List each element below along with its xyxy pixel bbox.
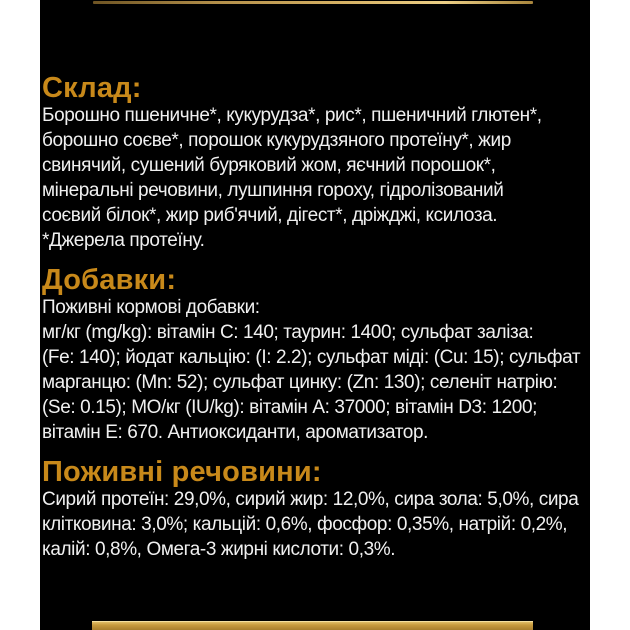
composition-protein-sources-note: *Джерела протеїну. — [42, 230, 205, 251]
product-label-panel — [40, 0, 590, 630]
section-title-additives: Добавки: — [42, 264, 177, 296]
additives-text-line: марганцю: (Mn: 52); сульфат цинку: (Zn: 130); селеніт натрію: — [42, 372, 558, 393]
nutrients-text-line: калій: 0,8%, Омега-3 жирні кислоти: 0,3%. — [42, 539, 396, 560]
additives-text-line: (Fe: 140); йодат кальцію: (І: 2.2); сульфат міді: (Cu: 15); сульфат — [42, 347, 581, 368]
section-composition — [42, 73, 588, 253]
additives-subtitle: Поживні кормові добавки: — [42, 297, 260, 318]
additives-text-line: вітамін Е: 670. Антиоксиданти, ароматизатор. — [42, 422, 429, 443]
label-text-content — [42, 0, 588, 574]
nutrients-text-line: клітковина: 3,0%; кальцій: 0,6%, фосфор: 0,35%, натрій: 0,2%, — [42, 514, 568, 535]
composition-text-line: мінеральні речовини, лушпиння гороху, гідролізований — [42, 180, 504, 201]
section-title-nutrients: Поживні речовини: — [42, 456, 322, 488]
composition-text-line: свинячий, сушений буряковий жом, яєчний порошок*, — [42, 155, 496, 176]
composition-text-line: Борошно пшеничне*, кукурудза*, рис*, пшеничний глютен*, — [42, 105, 542, 126]
nutrients-text-line: Сирий протеїн: 29,0%, сирий жир: 12,0%, сира зола: 5,0%, сира — [42, 489, 579, 510]
section-nutrients — [42, 457, 588, 562]
gold-bar-bottom-decoration — [92, 621, 533, 630]
additives-text-line: мг/кг (mg/kg): вітамін С: 140; таурин: 1400; сульфат заліза: — [42, 322, 534, 343]
composition-text-line: борошно соєве*, порошок кукурудзяного протеїну*, жир — [42, 130, 511, 151]
section-title-composition: Склад: — [42, 72, 142, 104]
section-additives — [42, 265, 588, 445]
composition-text-line: соєвий білок*, жир риб'ячий, дігест*, дріжджі, ксилоза. — [42, 205, 498, 226]
additives-text-line: (Se: 0.15); МО/кг (IU/kg): вітамін А: 37000; вітамін D3: 1200; — [42, 397, 538, 418]
